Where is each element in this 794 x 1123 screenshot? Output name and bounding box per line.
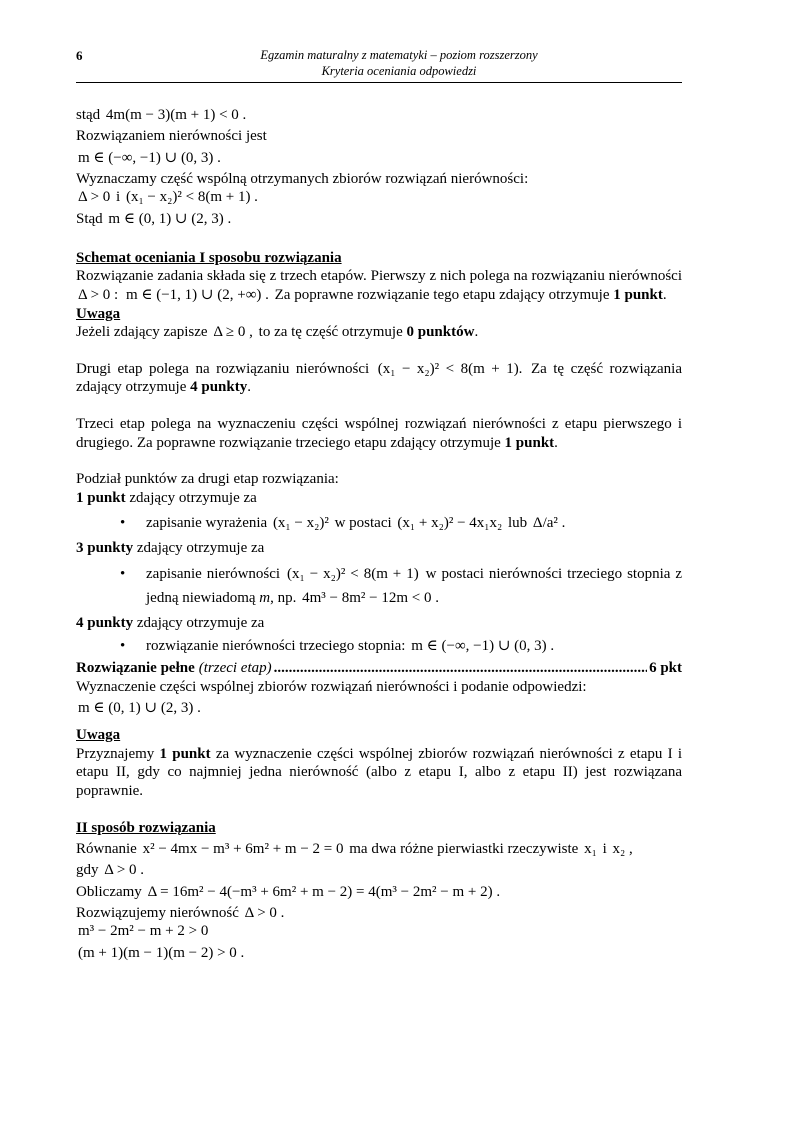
line-solve-inequality xyxy=(76,904,682,923)
text: stąd xyxy=(76,107,101,123)
math-expression: (m + 1)(m − 1)(m − 2) > 0 . xyxy=(78,945,245,962)
bullet-icon: • xyxy=(120,637,126,654)
full-solution-description: Wyznaczenie części wspólnej zbiorów rozwiązań nierówności i podanie odpowiedzi: xyxy=(76,678,587,695)
line-cubic xyxy=(76,922,682,941)
bullet-icon: • xyxy=(120,565,126,582)
text: i xyxy=(602,841,607,858)
list-item xyxy=(76,637,682,656)
text: Przyznajemy xyxy=(76,745,155,762)
text: w postaci xyxy=(334,515,392,532)
full-solution-line xyxy=(76,659,682,678)
line-factored xyxy=(76,941,682,965)
grade-1-point xyxy=(76,489,682,508)
text: Trzeci etap polega na wyznaczeniu części wspólnej rozwiązań nierówności z etapu pierwszego i drugiego. Za poprawne rozwiązanie trzeciego etapu zdający otrzymuje xyxy=(76,415,682,451)
points-label: 1 punkt xyxy=(504,434,555,451)
points-label: 3 punkty xyxy=(76,540,134,557)
section-heading-schemat: Schemat oceniania I sposobu rozwiązania xyxy=(76,249,342,266)
math-variable: x₂ , xyxy=(612,841,633,858)
text: zdający otrzymuje za xyxy=(129,489,257,506)
points-breakdown-intro: Podział punktów za drugi etap rozwiązania: xyxy=(76,471,339,488)
text: ma dwa różne pierwiastki rzeczywiste xyxy=(349,841,579,858)
full-solution-points: 6 pkt xyxy=(649,660,682,677)
list-item xyxy=(76,511,682,535)
header-title-line2: Kryteria oceniania odpowiedzi xyxy=(321,63,477,78)
math-expression: (x₁ − x₂)² xyxy=(272,515,329,532)
grade-4-points xyxy=(76,614,682,633)
math-expression: Δ/a² . xyxy=(532,515,566,532)
full-solution-label: Rozwiązanie pełne xyxy=(76,660,195,677)
note-paragraph xyxy=(76,745,682,801)
header-title-line1: Egzamin maturalny z matematyki – poziom rozszerzony xyxy=(260,48,538,62)
points-label: 1 punkt xyxy=(613,286,663,303)
paragraph-stage3 xyxy=(76,415,682,452)
math-expression: x² − 4mx − m³ + 6m² + m − 2 = 0 xyxy=(142,841,344,858)
line-delta-calc xyxy=(76,880,682,904)
text: Drugi etap polega na rozwiązaniu nierówności xyxy=(76,360,370,377)
math-expression: Δ > 0 xyxy=(78,189,111,206)
paragraph-stage2 xyxy=(76,360,682,397)
text: za wyznaczenie części wspólnej zbiorów rozwiązań nierówności z etapu I i etapu II, gdy co najmniej jedna nierówność (albo z etapu I, albo z etapu II) jest rozwiązana poprawnie. xyxy=(76,745,682,800)
math-expression: (x₁ − x₂)² < 8(m + 1). xyxy=(377,360,523,377)
text: i xyxy=(116,189,121,206)
math-variable: m xyxy=(259,589,271,606)
line-conditions xyxy=(76,188,682,207)
line-stad-inequality xyxy=(76,103,682,127)
text: rozwiązanie nierówności trzeciego stopnia: xyxy=(146,637,406,654)
grade-3-criteria xyxy=(76,562,682,610)
math-expression: (x₁ + x₂)² − 4x₁x₂ xyxy=(397,515,503,532)
line-final-answer xyxy=(76,207,682,231)
text: Stąd xyxy=(76,210,103,227)
page-header xyxy=(76,44,682,83)
grade-4-criteria xyxy=(76,637,682,656)
text: gdy xyxy=(76,862,99,879)
note-paragraph xyxy=(76,323,682,342)
line-equation xyxy=(76,837,682,861)
text: , np. xyxy=(270,589,297,606)
math-expression: Δ ≥ 0 , xyxy=(213,324,253,341)
points-label: 0 punktów xyxy=(406,324,475,341)
math-expression: Δ > 0 : xyxy=(78,286,119,303)
math-expression: (x₁ − x₂)² < 8(m + 1) . xyxy=(125,189,258,206)
math-expression: m ∈ (−∞, −1) ∪ (0, 3) . xyxy=(411,637,555,654)
text: Rozwiązujemy nierówność xyxy=(76,904,239,921)
paragraph-stage1 xyxy=(76,267,682,304)
line-solution-intro: Rozwiązaniem nierówności jest xyxy=(76,128,267,144)
page-number: 6 xyxy=(76,48,83,63)
text: to za tę część otrzymuje xyxy=(258,324,403,341)
text: Obliczamy xyxy=(76,883,142,900)
list-item xyxy=(76,562,682,610)
points-label: 4 punkty xyxy=(190,379,248,396)
leader-dots xyxy=(274,659,647,678)
text: Za poprawne rozwiązanie tego etapu zdający otrzymuje xyxy=(274,286,610,303)
line-condition xyxy=(76,861,682,880)
points-label: 4 punkty xyxy=(76,614,134,631)
math-expression: Δ = 16m² − 4(−m³ + 6m² + m − 2) = 4(m³ − 2m² − m + 2) . xyxy=(147,883,501,900)
math-expression: 4m(m − 3)(m + 1) < 0 . xyxy=(105,107,247,123)
grade-1-criteria xyxy=(76,511,682,535)
text: zdający otrzymuje za xyxy=(136,540,265,557)
page-content xyxy=(76,103,682,965)
text: lub xyxy=(508,515,528,532)
math-expression: m ∈ (0, 1) ∪ (2, 3) . xyxy=(78,700,201,717)
bullet-icon: • xyxy=(120,515,126,532)
math-expression: (x₁ − x₂)² < 8(m + 1) xyxy=(287,565,419,582)
note-heading: Uwaga xyxy=(76,727,121,744)
grade-3-points xyxy=(76,539,682,558)
math-variable: x₁ xyxy=(584,841,597,858)
text: w postaci nierówności trzeciego stopnia z jedną niewiadomą xyxy=(146,565,683,606)
text: Za tę część rozwiązania zdający otrzymuje xyxy=(76,360,682,396)
points-label: 1 punkt xyxy=(76,489,126,506)
text: . xyxy=(662,286,667,303)
header-titles xyxy=(76,44,682,79)
text: Jeżeli zdający zapisze xyxy=(76,324,208,341)
text: zdający otrzymuje za xyxy=(136,614,265,631)
text: Równanie xyxy=(76,841,137,858)
text: . xyxy=(554,434,558,451)
line-solution-set xyxy=(76,146,682,170)
text: Rozwiązanie zadania składa się z trzech etapów. Pierwszy z nich polega na rozwiązaniu nierówności xyxy=(76,268,682,285)
math-expression: m ∈ (−∞, −1) ∪ (0, 3) . xyxy=(78,149,221,166)
text: zapisanie nierówności xyxy=(146,565,281,582)
math-expression: 4m³ − 8m² − 12m < 0 . xyxy=(302,589,440,606)
full-solution-answer xyxy=(76,696,682,720)
text: . xyxy=(474,324,479,341)
full-solution-stage: (trzeci etap) xyxy=(198,660,272,677)
text: zapisanie wyrażenia xyxy=(146,515,268,532)
line-common-part: Wyznaczamy część wspólną otrzymanych zbiorów rozwiązań nierówności: xyxy=(76,170,529,187)
section-heading-sposob-2: II sposób rozwiązania xyxy=(76,819,216,836)
math-expression: m ∈ (−1, 1) ∪ (2, +∞) . xyxy=(125,286,269,303)
exam-page xyxy=(76,44,682,965)
math-expression: Δ > 0 . xyxy=(244,904,285,921)
math-expression: m ∈ (0, 1) ∪ (2, 3) . xyxy=(108,210,232,227)
note-heading: Uwaga xyxy=(76,305,121,322)
points-label: 1 punkt xyxy=(159,745,211,762)
text: . xyxy=(247,379,251,396)
math-expression: Δ > 0 . xyxy=(104,862,145,879)
math-expression: m³ − 2m² − m + 2 > 0 xyxy=(78,923,209,940)
